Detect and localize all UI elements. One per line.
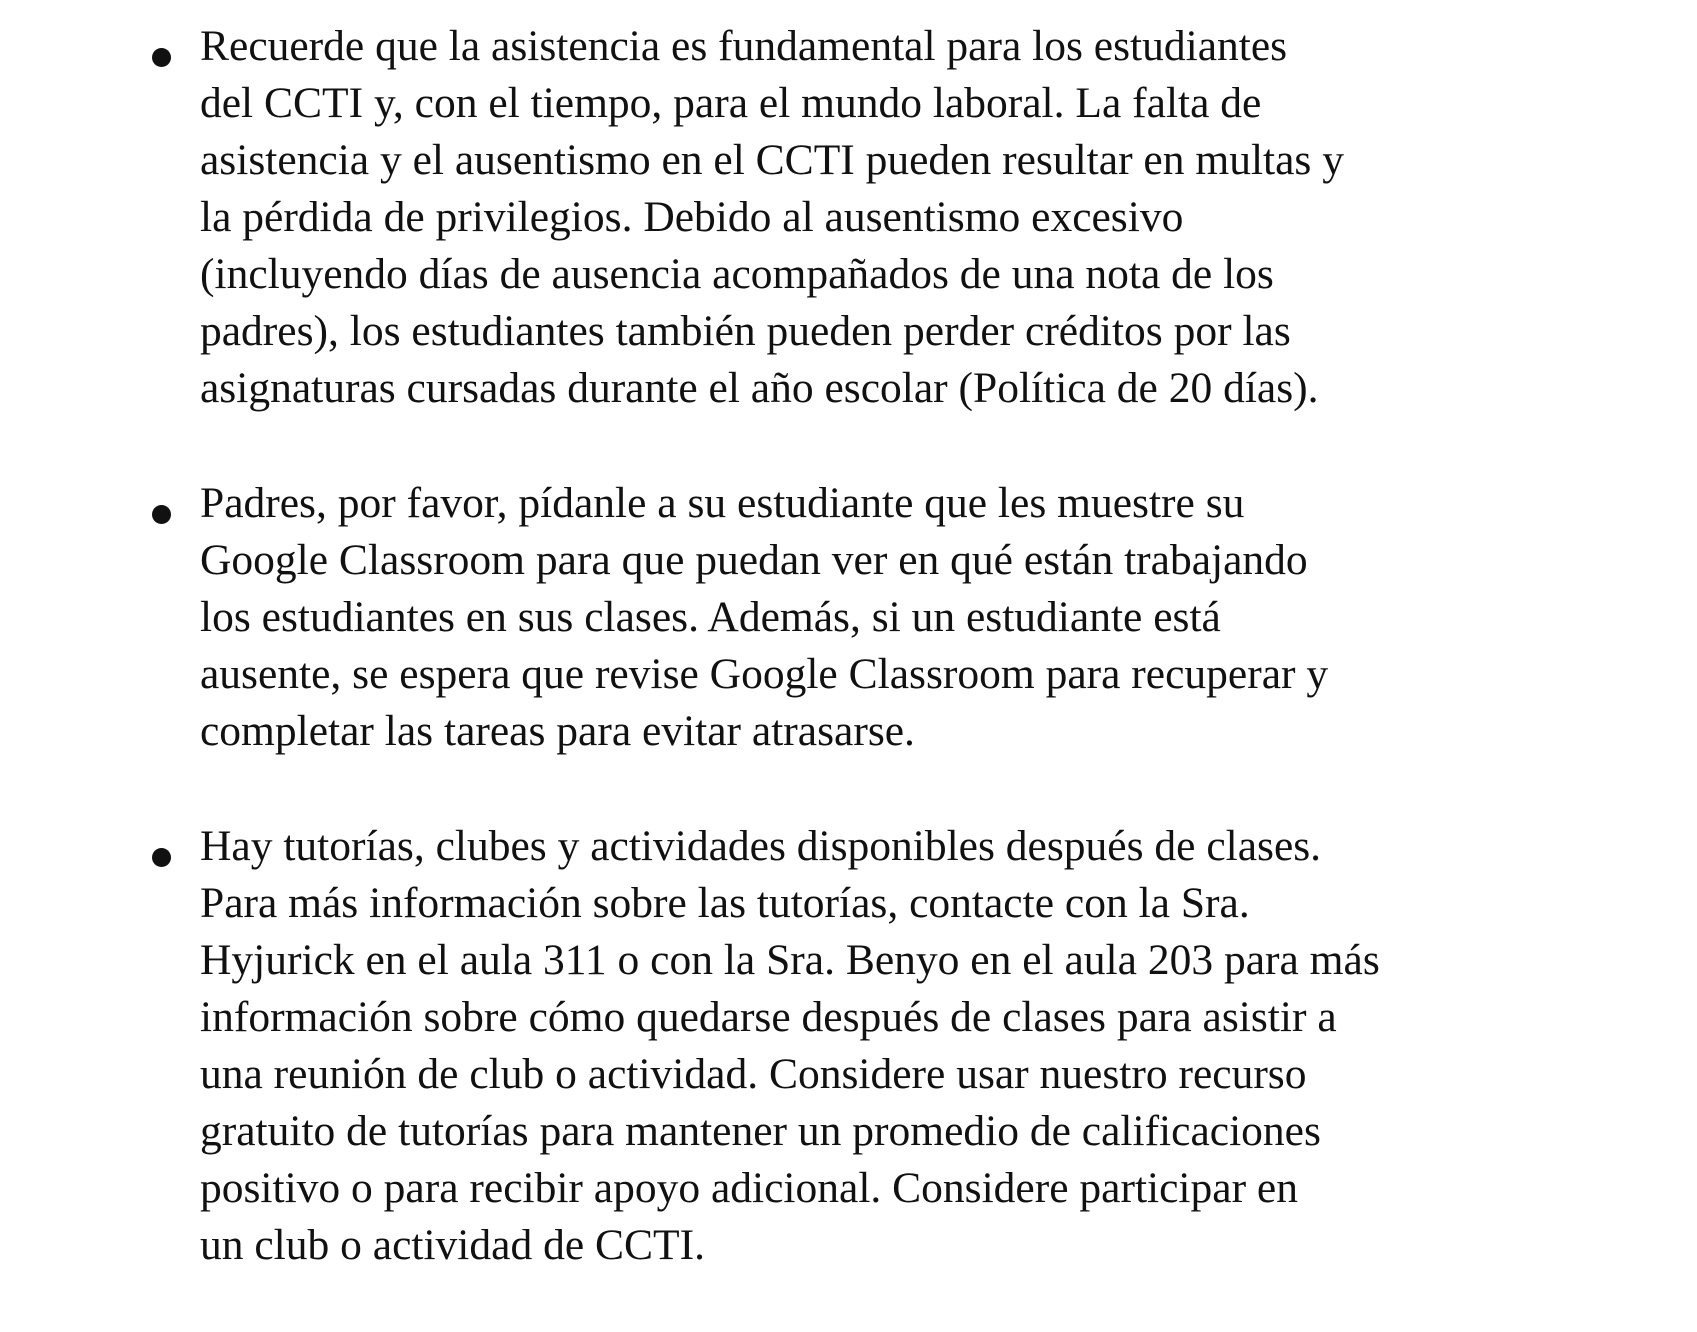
text-line: positivo o para recibir apoyo adicional. Considere participar en xyxy=(200,1164,1298,1212)
bullet-icon xyxy=(152,848,171,867)
text-line: asistencia y el ausentismo en el CCTI pueden resultar en multas y xyxy=(200,136,1344,184)
text-line: gratuito de tutorías para mantener un promedio de calificaciones xyxy=(200,1107,1321,1155)
text-line: Recuerde que la asistencia es fundamental para los estudiantes xyxy=(200,22,1288,70)
text-line: Para más información sobre las tutorías, contacte con la Sra. xyxy=(200,879,1250,927)
text-line: Hyjurick en el aula 311 o con la Sra. Benyo en el aula 203 para más xyxy=(200,936,1380,984)
text-line: ausente, se espera que revise Google Classroom para recuperar y xyxy=(200,650,1329,698)
bullet-text-attendance xyxy=(200,18,1612,417)
text-line: Padres, por favor, pídanle a su estudiante que les muestre su xyxy=(200,479,1245,527)
text-line: del CCTI y, con el tiempo, para el mundo laboral. La falta de xyxy=(200,79,1262,127)
text-line: asignaturas cursadas durante el año escolar (Política de 20 días). xyxy=(200,364,1319,412)
text-line: un club o actividad de CCTI. xyxy=(200,1221,705,1269)
bullet-item-attendance xyxy=(152,18,1612,417)
text-line: (incluyendo días de ausencia acompañados de una nota de los xyxy=(200,250,1274,298)
bullet-text-google-classroom xyxy=(200,475,1612,760)
text-line: la pérdida de privilegios. Debido al ausentismo excesivo xyxy=(200,193,1184,241)
text-line: completar las tareas para evitar atrasarse. xyxy=(200,707,915,755)
text-line: padres), los estudiantes también pueden perder créditos por las xyxy=(200,307,1291,355)
bullet-item-tutoring-clubs xyxy=(152,818,1612,1274)
text-line: los estudiantes en sus clases. Además, si un estudiante está xyxy=(200,593,1221,641)
text-line: una reunión de club o actividad. Considere usar nuestro recurso xyxy=(200,1050,1307,1098)
text-line: información sobre cómo quedarse después de clases para asistir a xyxy=(200,993,1337,1041)
bullet-icon xyxy=(152,48,171,67)
bullet-icon xyxy=(152,505,171,524)
bullet-text-tutoring-clubs xyxy=(200,818,1612,1274)
text-line: Hay tutorías, clubes y actividades disponibles después de clases. xyxy=(200,822,1322,870)
bullet-item-google-classroom xyxy=(152,475,1612,760)
bullet-list xyxy=(152,18,1612,1332)
text-line: Google Classroom para que puedan ver en qué están trabajando xyxy=(200,536,1308,584)
